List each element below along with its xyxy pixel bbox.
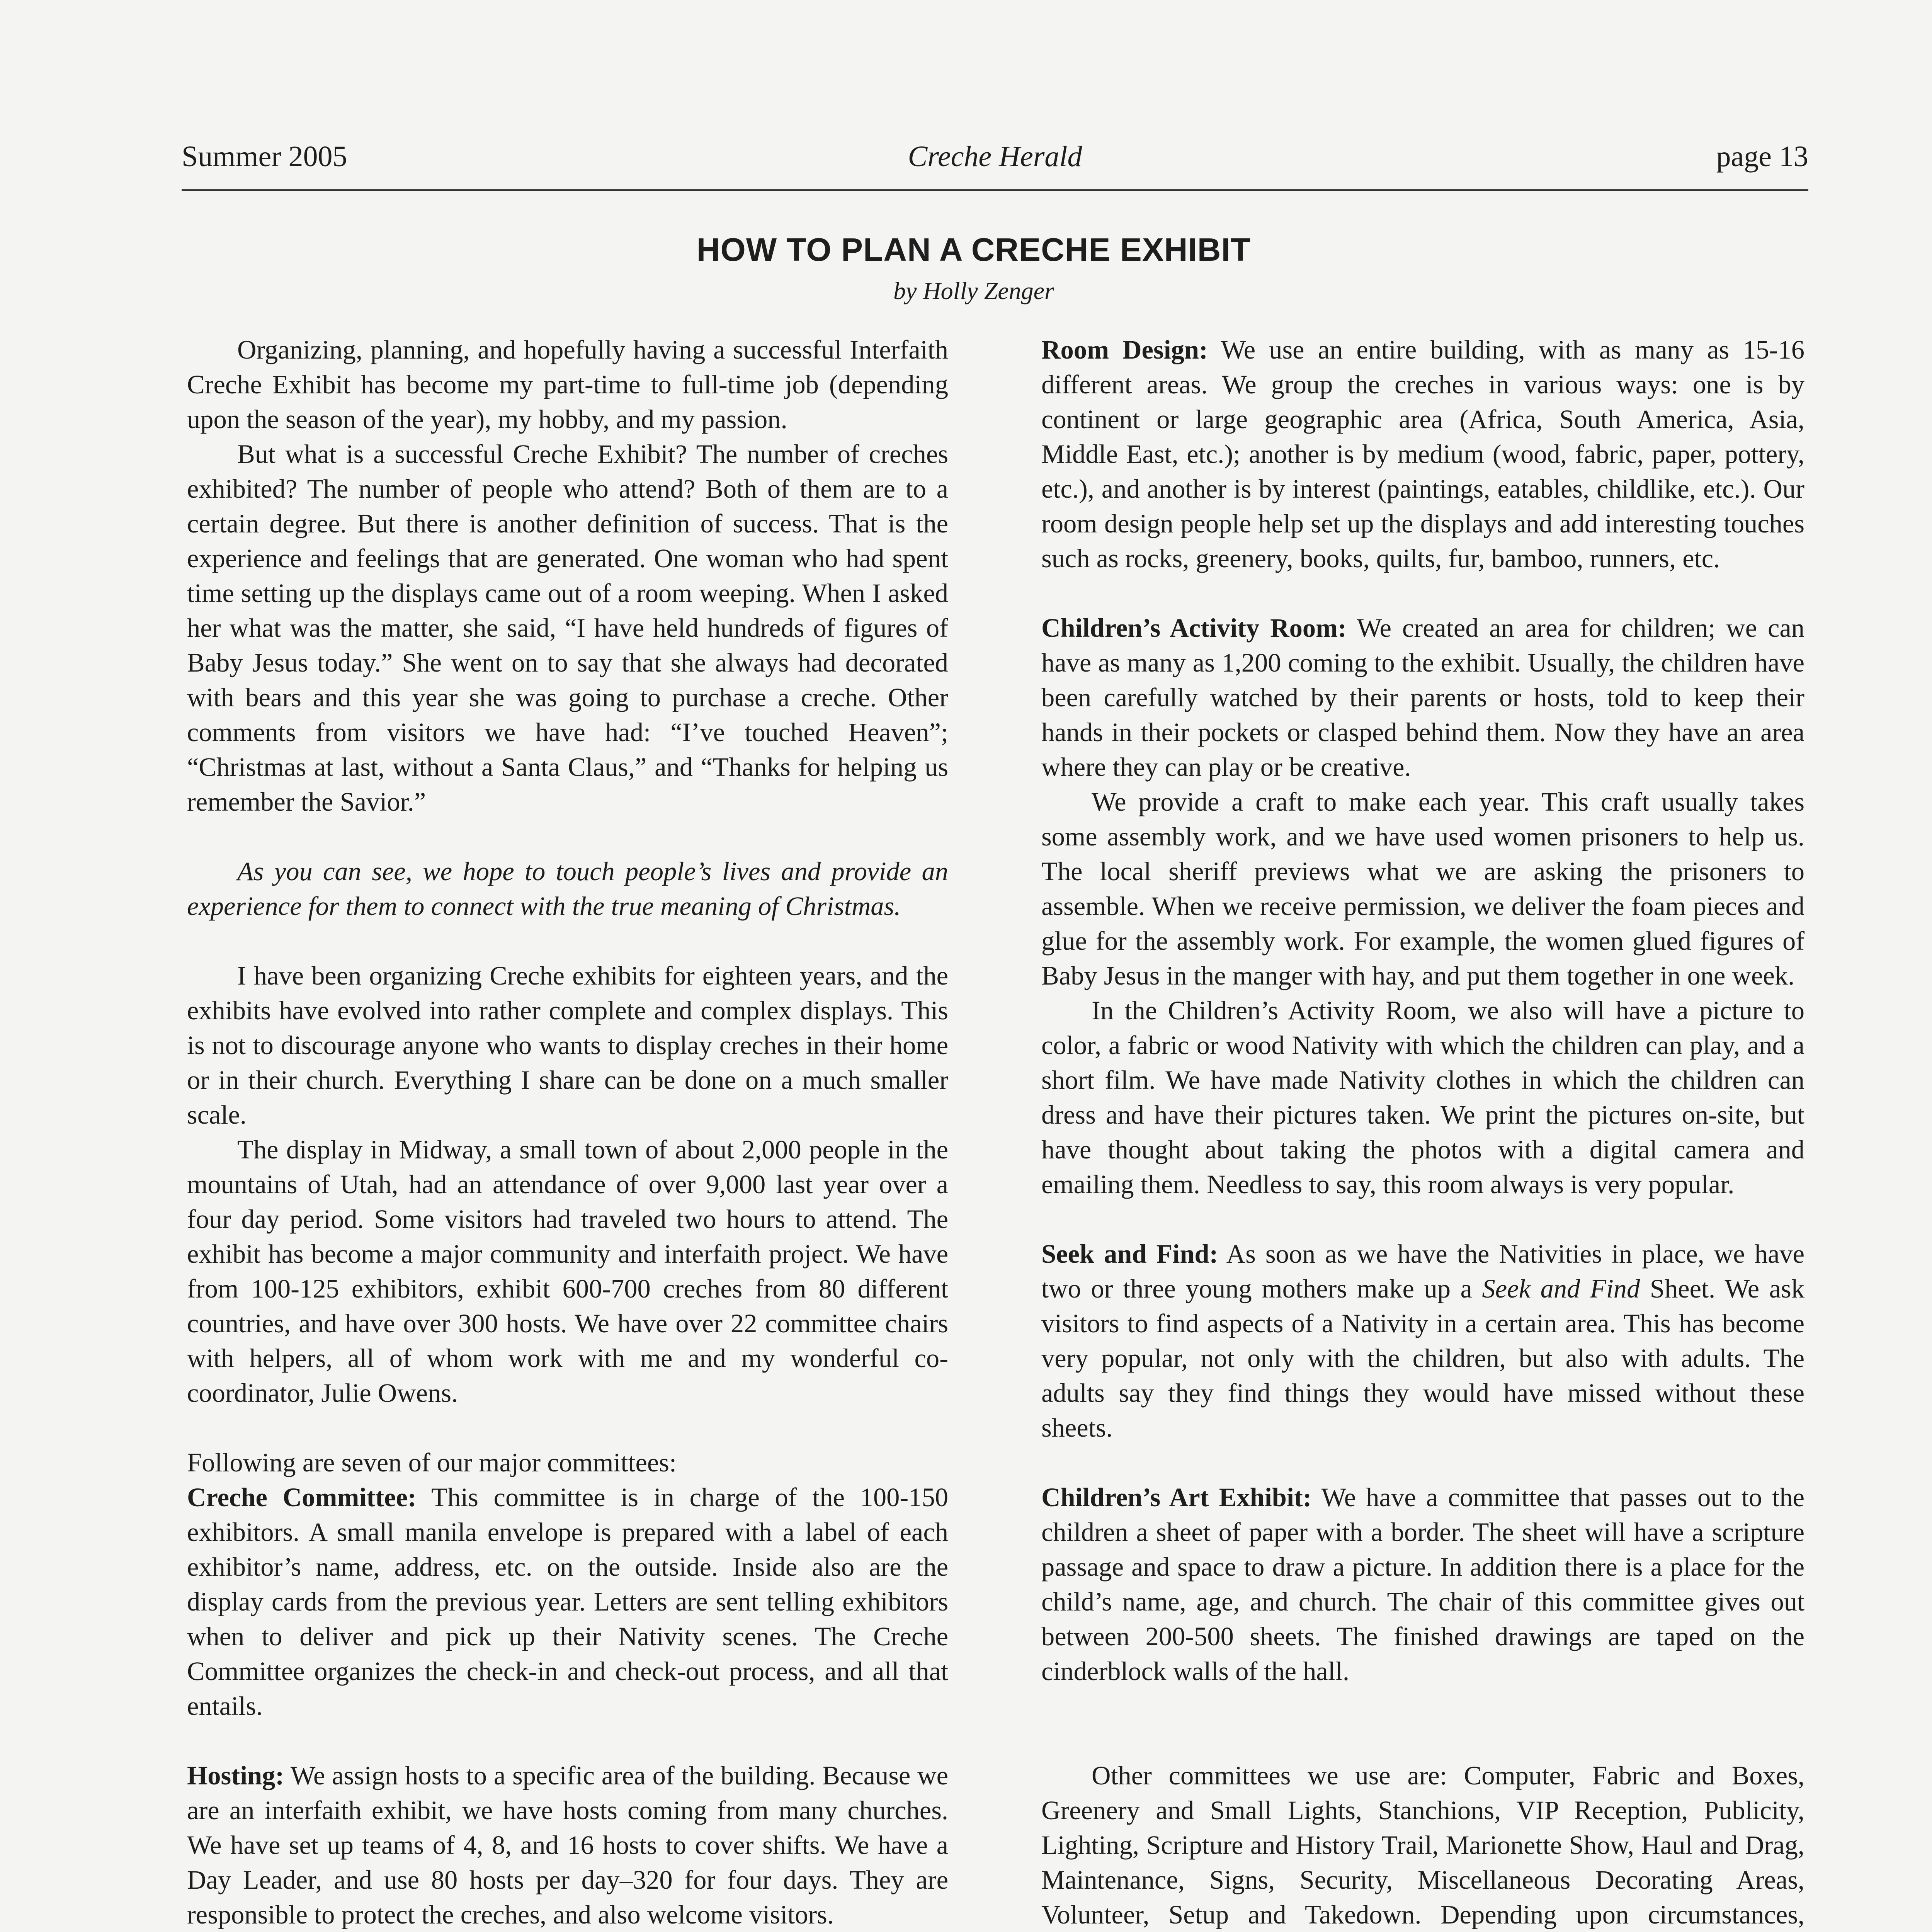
paragraph: I have been organizing Creche exhibits for eighteen years, and the exhibits have evolved into rather complete and complex displays. This is not to discourage anyone who wants to display creches in their home or in their church. Everything I share can be done on a much smaller scale.	[187, 961, 948, 1129]
paragraph: Organizing, planning, and hopefully having a successful Interfaith Creche Exhibit has become my part-time to full-time job (depending upon the season of the year), my hobby, and my passion.	[187, 335, 948, 434]
section-text-italic: Seek and Find	[1482, 1274, 1640, 1303]
right-column	[1041, 332, 1804, 1932]
section-text: This committee is in charge of the 100-150 exhibitors. A small manila envelope is prepared with a label of each exhibitor’s name, address, etc. on the outside. Inside also are the display cards from the previous year. Letters are sent telling exhibitors when to deliver and pick up their Nativity scenes. The Creche Committee organizes the check-in and check-out process, and all that entails.	[187, 1483, 948, 1721]
section-text: As soon as we have the Nativities in place, we have two or three young mothers make up a	[1041, 1239, 1804, 1303]
section-seek-and-find	[1041, 1236, 1804, 1445]
section-heading: Hosting:	[187, 1761, 284, 1790]
paragraph: In the Children’s Activity Room, we also will have a picture to color, a fabric or wood Nativity with which the children can play, and a short film. We have made Nativity clothes in which the children can dress and have their pictures taken. We print the pictures on-site, but have thought about taking the photos with a digital camera and emailing them. Needless to say, this room always is very popular.	[1041, 996, 1804, 1199]
section-heading: Room Design:	[1041, 335, 1208, 364]
section-text: We assign hosts to a specific area of the building. Because we are an interfaith exhibit, we have hosts coming from many churches. We have set up teams of 4, 8, and 16 hosts to cover shifts. We have a Day Leader, and use 80 hosts per day–320 for four days. They are responsible to protect the creches, and also welcome visitors.	[187, 1761, 948, 1929]
page-number: page 13	[1716, 140, 1808, 173]
section-hosting	[187, 1758, 948, 1932]
section-heading: Children’s Art Exhibit:	[1041, 1483, 1312, 1512]
header-rule	[182, 189, 1808, 191]
section-text: We use an entire building, with as many as 15-16 different areas. We group the creches in various ways: one is by continent or large geographic area (Africa, South America, Asia, Middle East, etc.); another is by medium (wood, fabric, paper, pottery, etc.), and another is by interest (paintings, eatables, childlike, etc.). Our room design people help set up the displays and add interesting touches such as rocks, greenery, books, quilts, fur, bamboo, runners, etc.	[1041, 335, 1804, 573]
paragraph: Following are seven of our major committees:	[187, 1448, 677, 1477]
section-heading: Seek and Find:	[1041, 1239, 1218, 1269]
paragraph: But what is a successful Creche Exhibit? The number of creches exhibited? The number of people who attend? Both of them are to a certain degree. But there is another definition of success. That is the experience and feelings that are generated. One woman who had spent time setting up the displays came out of a room weeping. When I asked her what was the matter, she said, “I have held hundreds of figures of Baby Jesus today.” She went on to say that she always had decorated with bears and this year she was going to purchase a creche. Other comments from visitors we have had: “I’ve touched Heaven”; “Christmas at last, without a Santa Claus,” and “Thanks for helping us remember the Savior.”	[187, 439, 948, 816]
article-byline: by Holly Zenger	[893, 277, 1054, 304]
section-creche-committee	[187, 1480, 948, 1723]
paragraph: The display in Midway, a small town of about 2,000 people in the mountains of Utah, had an attendance of over 9,000 last year over a four day period. Some visitors had traveled two hours to attend. The exhibit has become a major community and interfaith project. We have from 100-125 exhibitors, exhibit 600-700 creches from 80 different countries, and have over 300 hosts. We have over 22 committee chairs with helpers, all of whom work with me and my wonderful co-coordinator, Julie Owens.	[187, 1135, 948, 1408]
article-title: HOW TO PLAN A CRECHE EXHIBIT	[696, 231, 1251, 268]
section-text: Sheet. We ask visitors to find aspects of a Nativity in a certain area. This has become very popular, not only with the children, but also with adults. The adults say they find things they would have missed without these sheets.	[1041, 1274, 1804, 1442]
section-heading: Creche Committee:	[187, 1483, 417, 1512]
publication-name: Creche Herald	[908, 140, 1082, 173]
running-header	[182, 140, 1808, 182]
paragraph: We provide a craft to make each year. This craft usually takes some assembly work, and we have used women prisoners to help us. The local sheriff previews what we are asking the prisoners to assemble. When we receive permission, we deliver the foam pieces and glue for the assembly work. For example, the women glued figures of Baby Jesus in the manger with hay, and put them together in one week.	[1041, 787, 1804, 990]
section-text: We have a committee that passes out to the children a sheet of paper with a border. The sheet will have a scripture passage and space to draw a picture. In addition there is a place for the child’s name, age, and church. The chair of this committee gives out between 200-500 sheets. The finished drawings are taped on the cinderblock walls of the hall.	[1041, 1483, 1804, 1686]
section-childrens-art-exhibit	[1041, 1480, 1804, 1689]
section-childrens-activity-room	[1041, 611, 1804, 784]
left-column	[187, 332, 948, 1932]
section-room-design	[1041, 332, 1804, 576]
issue-date: Summer 2005	[182, 140, 347, 173]
italic-paragraph: As you can see, we hope to touch people’s lives and provide an experience for them to connect with the true meaning of Christmas.	[187, 857, 948, 921]
section-text: We created an area for children; we can have as many as 1,200 coming to the exhibit. Usually, the children have been carefully watched by their parents or hosts, told to keep their hands in their pockets or clasped behind them. Now they have an area where they can play or be creative.	[1041, 613, 1804, 782]
paragraph: Other committees we use are: Computer, Fabric and Boxes, Greenery and Small Lights, Stanchions, VIP Reception, Publicity, Lighting, Scripture and History Trail, Marionette Show, Haul and Drag, Maintenance, Signs, Security, Miscellaneous Decorating Areas, Volunteer, Setup and Takedown. Depending upon circumstances,	[1041, 1761, 1804, 1929]
section-heading: Children’s Activity Room:	[1041, 613, 1347, 643]
